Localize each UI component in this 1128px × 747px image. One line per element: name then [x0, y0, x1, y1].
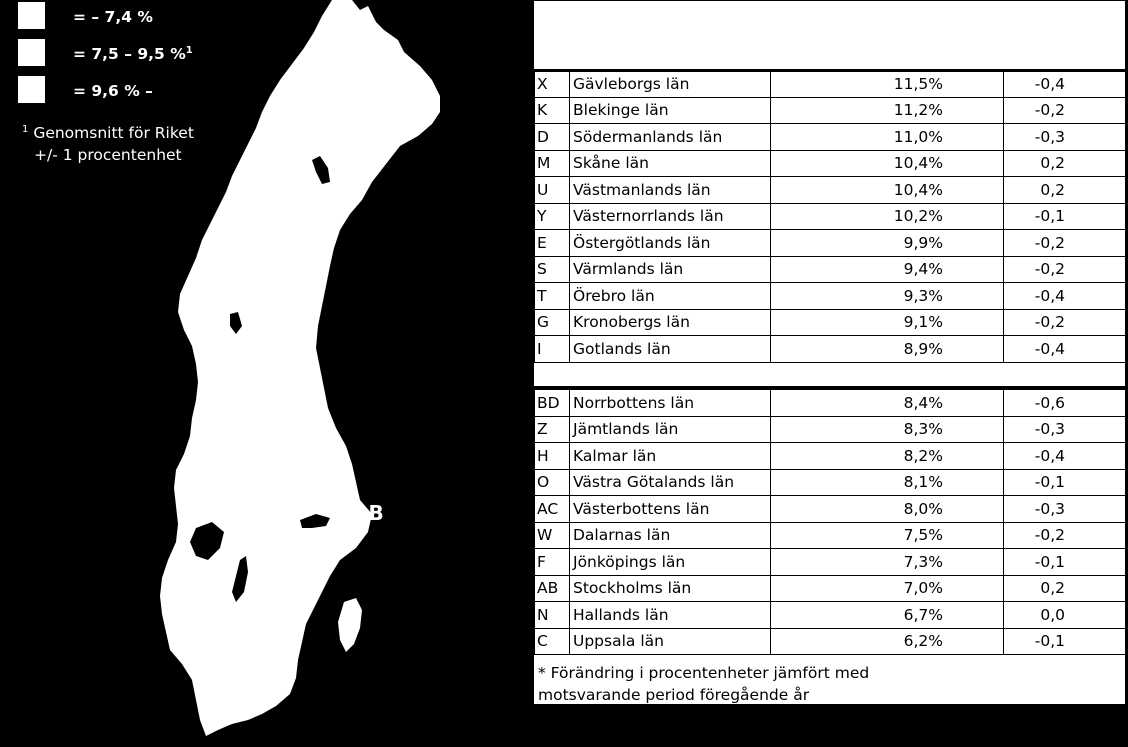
change-value: -0,1	[1004, 549, 1126, 576]
county-code: BD	[535, 390, 570, 417]
change-value: -0,1	[1004, 628, 1126, 655]
unemployment-rate: 10,4%	[771, 150, 1004, 177]
gotland-shape	[338, 598, 362, 652]
table-footnote	[538, 662, 869, 706]
change-value: -0,1	[1004, 203, 1126, 230]
change-value: -0,4	[1004, 336, 1126, 363]
unemployment-rate: 7,0%	[771, 575, 1004, 602]
county-code: Y	[535, 203, 570, 230]
table-row	[535, 443, 1126, 470]
change-value: -0,2	[1004, 309, 1126, 336]
legend-superscript: 1	[185, 45, 193, 56]
legend-label-low: = – 7,4 %	[73, 8, 153, 26]
table-row	[535, 283, 1126, 310]
table-row	[535, 97, 1126, 124]
unemployment-rate: 8,1%	[771, 469, 1004, 496]
table-row	[535, 256, 1126, 283]
county-code: O	[535, 469, 570, 496]
county-name: Södermanlands län	[570, 124, 771, 151]
table-row	[535, 602, 1126, 629]
county-code: D	[535, 124, 570, 151]
table-row	[535, 150, 1126, 177]
county-code: H	[535, 443, 570, 470]
county-code: U	[535, 177, 570, 204]
change-value: 0,0	[1004, 602, 1126, 629]
change-value: -0,2	[1004, 256, 1126, 283]
change-value: -0,3	[1004, 496, 1126, 523]
county-code: F	[535, 549, 570, 576]
county-code: I	[535, 336, 570, 363]
unemployment-rate: 7,3%	[771, 549, 1004, 576]
unemployment-rate: 11,0%	[771, 124, 1004, 151]
unemployment-rate: 10,2%	[771, 203, 1004, 230]
table-row	[535, 309, 1126, 336]
table-row	[535, 124, 1126, 151]
table-group-above-average	[534, 70, 1126, 363]
table-footnote-line-1: * Förändring i procentenheter jämfört med	[538, 664, 870, 682]
change-value: -0,4	[1004, 283, 1126, 310]
table-row	[535, 177, 1126, 204]
unemployment-rate: 9,9%	[771, 230, 1004, 257]
unemployment-rate: 11,5%	[771, 71, 1004, 98]
change-value: -0,2	[1004, 97, 1126, 124]
table-row	[535, 416, 1126, 443]
county-name: Dalarnas län	[570, 522, 771, 549]
unemployment-rate: 9,3%	[771, 283, 1004, 310]
county-code: N	[535, 602, 570, 629]
unemployment-rate: 8,2%	[771, 443, 1004, 470]
unemployment-rate: 8,0%	[771, 496, 1004, 523]
county-name: Hallands län	[570, 602, 771, 629]
county-code: C	[535, 628, 570, 655]
table-row	[535, 628, 1126, 655]
unemployment-rate: 10,4%	[771, 177, 1004, 204]
county-name: Blekinge län	[570, 97, 771, 124]
sweden-mainland-shape	[160, 0, 440, 736]
change-value: -0,1	[1004, 469, 1126, 496]
table-row	[535, 336, 1126, 363]
county-name: Skåne län	[570, 150, 771, 177]
table-row	[535, 522, 1126, 549]
footnote-line-2: +/- 1 procentenhet	[34, 146, 182, 165]
unemployment-rate: 6,7%	[771, 602, 1004, 629]
unemployment-table-panel	[533, 0, 1126, 705]
table-footnote-line-2: motsvarande period föregående år	[538, 686, 810, 704]
county-name: Västerbottens län	[570, 496, 771, 523]
change-value: 0,2	[1004, 177, 1126, 204]
table-row	[535, 390, 1126, 417]
county-name: Västra Götalands län	[570, 469, 771, 496]
unemployment-rate: 8,3%	[771, 416, 1004, 443]
county-name: Värmlands län	[570, 256, 771, 283]
county-name: Uppsala län	[570, 628, 771, 655]
map-label-stockholm: AB	[353, 501, 384, 525]
unemployment-rate: 8,4%	[771, 390, 1004, 417]
table-row	[535, 230, 1126, 257]
county-code: G	[535, 309, 570, 336]
change-value: -0,6	[1004, 390, 1126, 417]
county-code: K	[535, 97, 570, 124]
table-row	[535, 71, 1126, 98]
county-code: Z	[535, 416, 570, 443]
county-code: E	[535, 230, 570, 257]
change-value: -0,3	[1004, 416, 1126, 443]
footnote-text-1: Genomsnitt för Riket	[33, 124, 194, 143]
county-code: T	[535, 283, 570, 310]
county-name: Kalmar län	[570, 443, 771, 470]
table-row	[535, 469, 1126, 496]
table-group-average	[534, 389, 1126, 655]
county-name: Stockholms län	[570, 575, 771, 602]
change-value: 0,2	[1004, 575, 1126, 602]
county-name: Jämtlands län	[570, 416, 771, 443]
unemployment-rate: 7,5%	[771, 522, 1004, 549]
county-code: S	[535, 256, 570, 283]
county-name: Jönköpings län	[570, 549, 771, 576]
county-code: X	[535, 71, 570, 98]
legend-label-mid-text: = 7,5 – 9,5 %	[73, 45, 186, 64]
county-name: Östergötlands län	[570, 230, 771, 257]
county-name: Västernorrlands län	[570, 203, 771, 230]
sweden-map	[0, 0, 533, 747]
unemployment-rate: 6,2%	[771, 628, 1004, 655]
county-name: Gävleborgs län	[570, 71, 771, 98]
county-code: M	[535, 150, 570, 177]
county-name: Västmanlands län	[570, 177, 771, 204]
county-code: AC	[535, 496, 570, 523]
unemployment-rate: 11,2%	[771, 97, 1004, 124]
table-row	[535, 203, 1126, 230]
county-code: W	[535, 522, 570, 549]
unemployment-rate: 8,9%	[771, 336, 1004, 363]
change-value: -0,4	[1004, 71, 1126, 98]
legend-label-high: = 9,6 % –	[73, 82, 153, 100]
county-name: Gotlands län	[570, 336, 771, 363]
unemployment-rate: 9,1%	[771, 309, 1004, 336]
change-value: 0,2	[1004, 150, 1126, 177]
county-code: AB	[535, 575, 570, 602]
change-value: -0,4	[1004, 443, 1126, 470]
change-value: -0,2	[1004, 230, 1126, 257]
county-name: Norrbottens län	[570, 390, 771, 417]
table-row	[535, 575, 1126, 602]
change-value: -0,2	[1004, 522, 1126, 549]
table-row	[535, 549, 1126, 576]
table-row	[535, 496, 1126, 523]
change-value: -0,3	[1004, 124, 1126, 151]
footnote-marker: 1	[22, 124, 29, 135]
county-name: Örebro län	[570, 283, 771, 310]
county-name: Kronobergs län	[570, 309, 771, 336]
unemployment-rate: 9,4%	[771, 256, 1004, 283]
